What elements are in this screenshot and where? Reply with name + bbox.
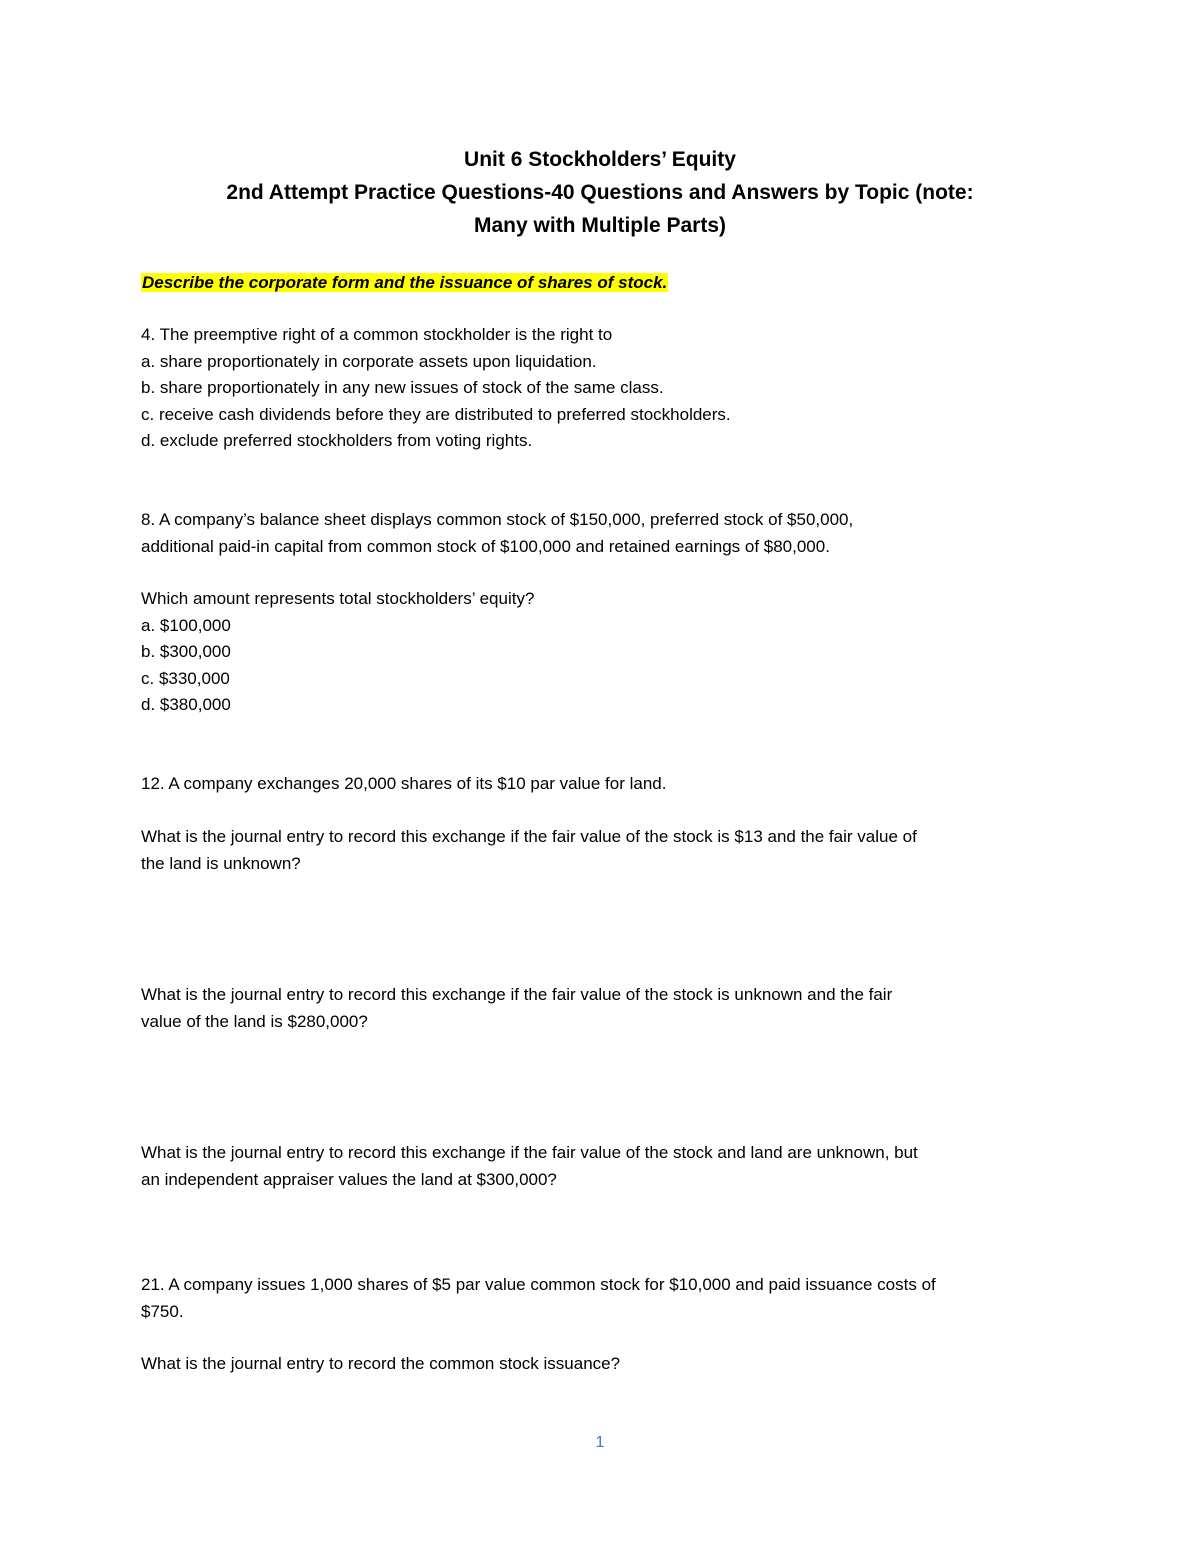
topic-heading [141, 270, 668, 296]
question-8-prompt [141, 586, 1071, 719]
question-21-question: What is the journal entry to record the common stock issuance? [141, 1354, 621, 1373]
question-8-stem-line-1: 8. A company’s balance sheet displays common stock of $150,000, preferred stock of $50,000, [141, 510, 854, 529]
question-8 [141, 507, 1071, 560]
question-4-option-b: b. share proportionately in any new issues of stock of the same class. [141, 378, 664, 397]
question-12-part-3-line-2: an independent appraiser values the land at $300,000? [141, 1169, 557, 1189]
question-12-part-1-line-2: the land is unknown? [141, 853, 301, 873]
question-12-stem: 12. A company exchanges 20,000 shares of its $10 par value for land. [141, 774, 667, 793]
question-21-stem-line-2: $750. [141, 1301, 184, 1321]
page-number: 1 [595, 1434, 605, 1451]
question-12 [141, 771, 1071, 798]
question-4-option-c: c. receive cash dividends before they are distributed to preferred stockholders. [141, 404, 731, 424]
question-4 [141, 322, 1071, 455]
question-4-option-d: d. exclude preferred stockholders from voting rights. [141, 431, 533, 450]
topic-heading-text: Describe the corporate form and the issuance of shares of stock. [142, 273, 668, 292]
question-21-stem-line-1: 21. A company issues 1,000 shares of $5 par value common stock for $10,000 and paid issuance costs of [141, 1275, 936, 1294]
title-line-2: 2nd Attempt Practice Questions-40 Questions and Answers by Topic (note: [226, 181, 974, 204]
question-8-option-b: b. $300,000 [141, 642, 231, 661]
question-12-part-2-line-1: What is the journal entry to record this exchange if the fair value of the stock is unknown and the fair [141, 985, 893, 1004]
question-21 [141, 1272, 1071, 1325]
question-12-part-2-line-2: value of the land is $280,000? [141, 1011, 368, 1031]
question-8-stem-line-2: additional paid-in capital from common stock of $100,000 and retained earnings of $80,000. [141, 536, 830, 556]
question-8-question: Which amount represents total stockholders’ equity? [141, 589, 535, 608]
question-12-part-1-line-1: What is the journal entry to record this exchange if the fair value of the stock is $13 and the fair value of [141, 827, 917, 846]
title-line-1: Unit 6 Stockholders’ Equity [464, 148, 736, 171]
document-title [140, 143, 1060, 242]
question-12-part-2 [141, 982, 1071, 1035]
question-8-option-a: a. $100,000 [141, 615, 231, 635]
question-21-prompt [141, 1351, 1071, 1378]
question-8-option-d: d. $380,000 [141, 695, 231, 714]
question-4-stem: 4. The preemptive right of a common stockholder is the right to [141, 325, 613, 344]
title-line-3: Many with Multiple Parts) [473, 214, 727, 237]
question-4-option-a: a. share proportionately in corporate assets upon liquidation. [141, 351, 597, 371]
question-8-option-c: c. $330,000 [141, 668, 230, 688]
question-12-part-3-line-1: What is the journal entry to record this exchange if the fair value of the stock and land are unknown, but [141, 1143, 918, 1162]
question-12-part-3 [141, 1140, 1071, 1193]
question-12-part-1 [141, 824, 1071, 877]
